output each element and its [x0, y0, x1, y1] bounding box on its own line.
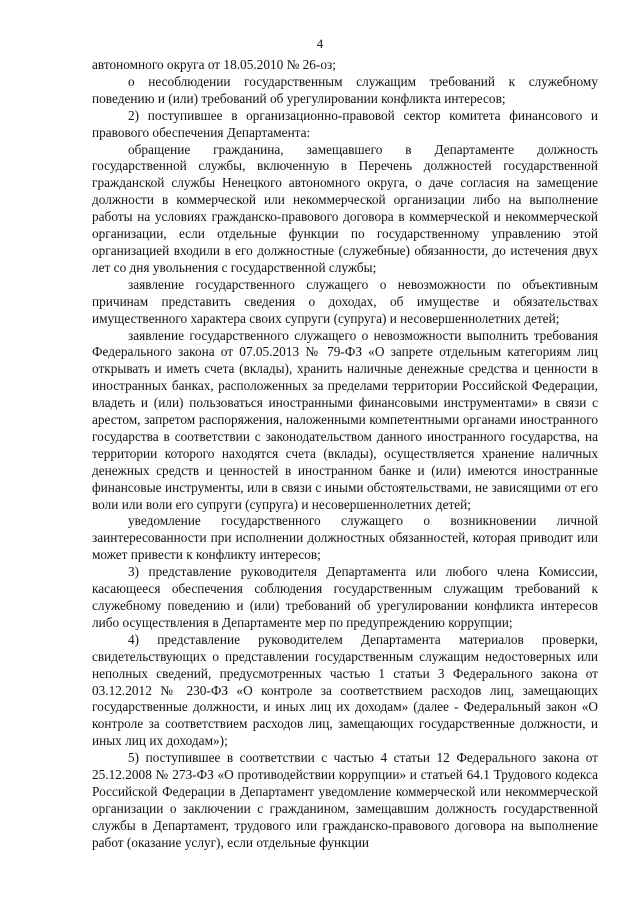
document-body — [92, 57, 598, 852]
paragraph-item-2: 2) поступившее в организационно-правовой сектор комитета финансового и правового обеспечения Департамента: — [92, 107, 598, 140]
paragraph-continuation: автономного округа от 18.05.2010 № 26-оз; — [92, 57, 336, 72]
paragraph-citizen-appeal: обращение гражданина, замещавшего в Департаменте должность государственной службы, включенную в Перечень должностей государственной гражданской службы Ненецкого автономного округа, о даче согласия на замещение должности в коммерческой или некоммерческой организации либо на выполнение работы на условиях гражданско-правового договора в коммерческой и некоммерческой организации, если отдельные функции по государственному управлению этой организацией входили в его должностные (служебные) обязанности, до истечения двух лет со дня увольнения с государственной службы; — [92, 141, 598, 275]
paragraph-foreign-accounts: заявление государственного служащего о невозможности выполнить требования Федерального закона от 07.05.2013 № 79-ФЗ «О запрете отдельным категориям лиц открывать и иметь счета (вклады), хранить наличные денежные средства и ценности в иностранных банках, расположенных за пределами территории Российской Федерации, владеть и (или) пользоваться иностранными финансовыми инструментами» в связи с арестом, запретом распоряжения, наложенными компетентными органами иностранного государства в соответствии с законодательством данного иностранного государства, на территории которого находятся счета (вклады), осуществляется хранение наличных денежных средств и ценностей в иностранном банке и (или) имеются иностранные финансовые инструменты, или в связи с иными обстоятельствами, не зависящими от его воли или воли его супруги (супруга) и несовершеннолетних детей; — [92, 327, 598, 512]
paragraph-item-4: 4) представление руководителем Департамента материалов проверки, свидетельствующих о представлении государственным служащим недостоверных или неполных сведений, предусмотренных частью 1 статьи 3 Федерального закона от 03.12.2012 № 230-ФЗ «О контроле за соответствием расходов лиц, замещающих государственные должности, и иных лиц их доходам» (далее - Федеральный закон «О контроле за соответствием расходов лиц, замещающих государственные должности, и иных лиц их доходам»); — [92, 631, 598, 749]
paragraph-item-5: 5) поступившее в соответствии с частью 4 статьи 12 Федерального закона от 25.12.2008 № 273-ФЗ «О противодействии коррупции» и статьей 64.1 Трудового кодекса Российской Федерации в Департамент уведомление коммерческой или некоммерческой организации о заключении с гражданином, замещавшим должность государственной службы в Департамент, трудового или гражданско-правового договора на выполнение работ (оказание услуг), если отдельные функции — [92, 750, 598, 850]
page-number: 4 — [316, 36, 324, 51]
paragraph-conflict-notice: уведомление государственного служащего о возникновении личной заинтересованности при исполнении должностных обязанностей, которая приводит или может привести к конфликту интересов; — [92, 513, 598, 563]
paragraph-income-statement: заявление государственного служащего о невозможности по объективным причинам представить сведения о доходах, об имуществе и обязательствах имущественного характера своих супруги (супруга) и несовершеннолетних детей; — [92, 276, 598, 326]
paragraph-item-3: 3) представление руководителя Департамента или любого члена Комиссии, касающееся обеспечения соблюдения государственным служащим требований к служебному поведению и (или) требований об урегулировании конфликта интересов либо осуществления в Департаменте мер по предупреждению коррупции; — [92, 564, 598, 630]
paragraph-noncompliance: о несоблюдении государственным служащим требований к служебному поведению и (или) требований об урегулировании конфликта интересов; — [92, 73, 598, 106]
